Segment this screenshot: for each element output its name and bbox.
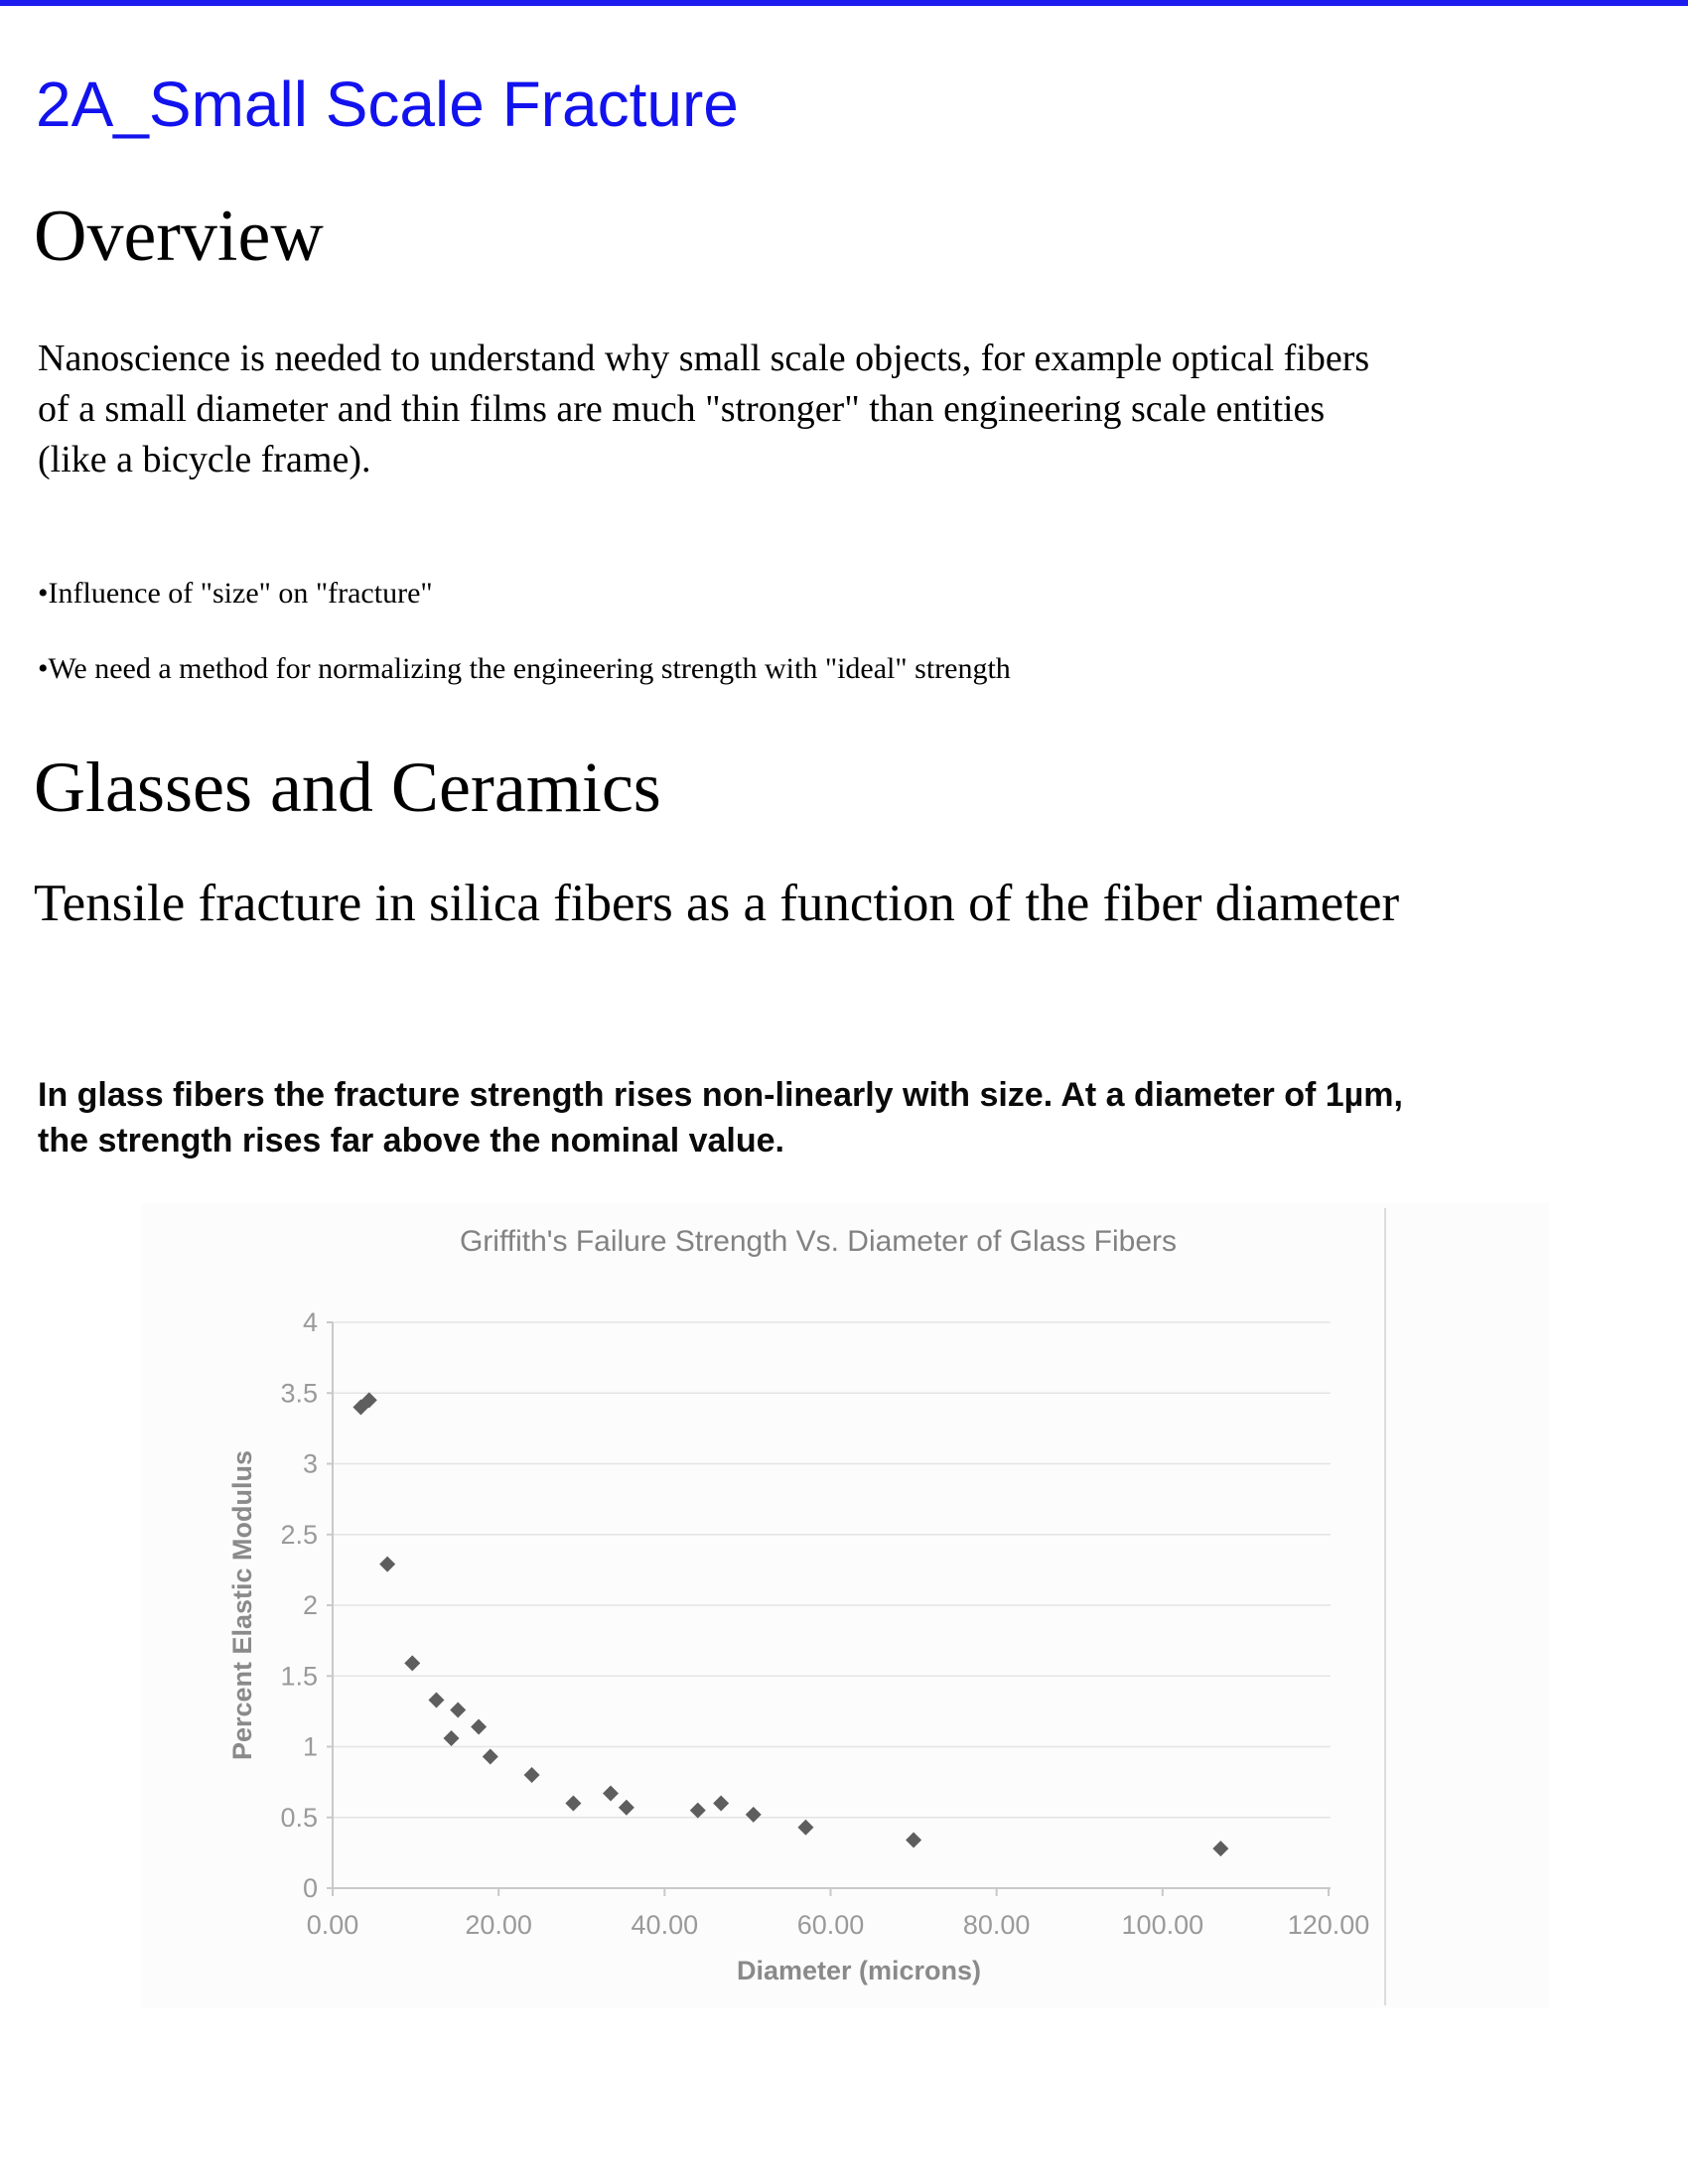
page-title: 2A_Small Scale Fracture [36, 68, 739, 140]
data-point-diamond [565, 1796, 581, 1812]
data-point-diamond [906, 1833, 921, 1848]
data-point-diamond [379, 1557, 395, 1572]
overview-paragraph [38, 334, 1369, 485]
data-point-diamond [619, 1800, 634, 1816]
chart-plot-area [280, 1208, 1385, 2005]
y-tick-label: 2 [302, 1590, 318, 1620]
y-tick-label: 0.5 [280, 1802, 318, 1833]
x-tick-label: 120.00 [1287, 1910, 1370, 1940]
scatter-chart-figure [142, 1203, 1549, 2008]
paragraph-line: (like a bicycle frame). [38, 439, 371, 480]
x-axis-label: Diameter (microns) [736, 1956, 982, 1985]
statement-line: the strength rises far above the nominal value. [38, 1122, 784, 1160]
x-tick-label: 60.00 [796, 1910, 865, 1940]
data-point-diamond [746, 1807, 762, 1823]
top-accent-bar [0, 0, 1688, 6]
data-point-diamond [483, 1748, 498, 1764]
data-point-diamond [797, 1820, 813, 1836]
x-tick-label: 100.00 [1121, 1910, 1204, 1940]
tensile-fracture-subheading: Tensile fracture in silica fibers as a function of the fiber diameter [34, 875, 1400, 932]
data-point-diamond [690, 1803, 706, 1819]
y-tick-label: 1.5 [280, 1661, 318, 1692]
y-tick-label: 0 [302, 1873, 318, 1903]
y-tick-label: 1 [302, 1731, 318, 1762]
data-point-diamond [603, 1786, 619, 1802]
data-point-diamond [713, 1796, 729, 1812]
data-point-diamond [444, 1730, 460, 1746]
glass-fiber-statement [38, 1072, 1403, 1163]
data-point-diamond [404, 1655, 420, 1671]
paragraph-line: Nanoscience is needed to understand why small scale objects, for example optical fibers [38, 338, 1370, 379]
x-tick-label: 20.00 [465, 1910, 532, 1940]
bullet-item: •We need a method for normalizing the engineering strength with "ideal" strength [38, 652, 1011, 685]
data-point-diamond [428, 1692, 444, 1707]
y-tick-label: 3.5 [280, 1378, 318, 1409]
y-tick-label: 4 [302, 1307, 318, 1337]
y-tick-label: 2.5 [280, 1519, 318, 1550]
x-tick-label: 40.00 [631, 1910, 699, 1940]
glasses-ceramics-heading: Glasses and Ceramics [34, 748, 661, 827]
data-point-diamond [450, 1702, 466, 1717]
x-tick-label: 80.00 [962, 1910, 1031, 1940]
overview-heading: Overview [34, 196, 324, 277]
x-tick-label: 0.00 [306, 1910, 359, 1940]
bullet-item: •Influence of "size" on "fracture" [38, 577, 433, 610]
chart-title: Griffith's Failure Strength Vs. Diameter of Glass Fibers [459, 1225, 1178, 1258]
scatter-chart [142, 1203, 1549, 2008]
paragraph-line: of a small diameter and thin films are much "stronger" than engineering scale entities [38, 388, 1326, 430]
y-tick-label: 3 [302, 1448, 318, 1479]
data-point-diamond [524, 1767, 540, 1783]
data-point-diamond [1212, 1841, 1228, 1856]
y-axis-label: Percent Elastic Modulus [227, 1449, 257, 1761]
data-point-diamond [471, 1719, 487, 1735]
statement-line: In glass fibers the fracture strength rises non-linearly with size. At a diameter of 1µm, [38, 1076, 1403, 1114]
